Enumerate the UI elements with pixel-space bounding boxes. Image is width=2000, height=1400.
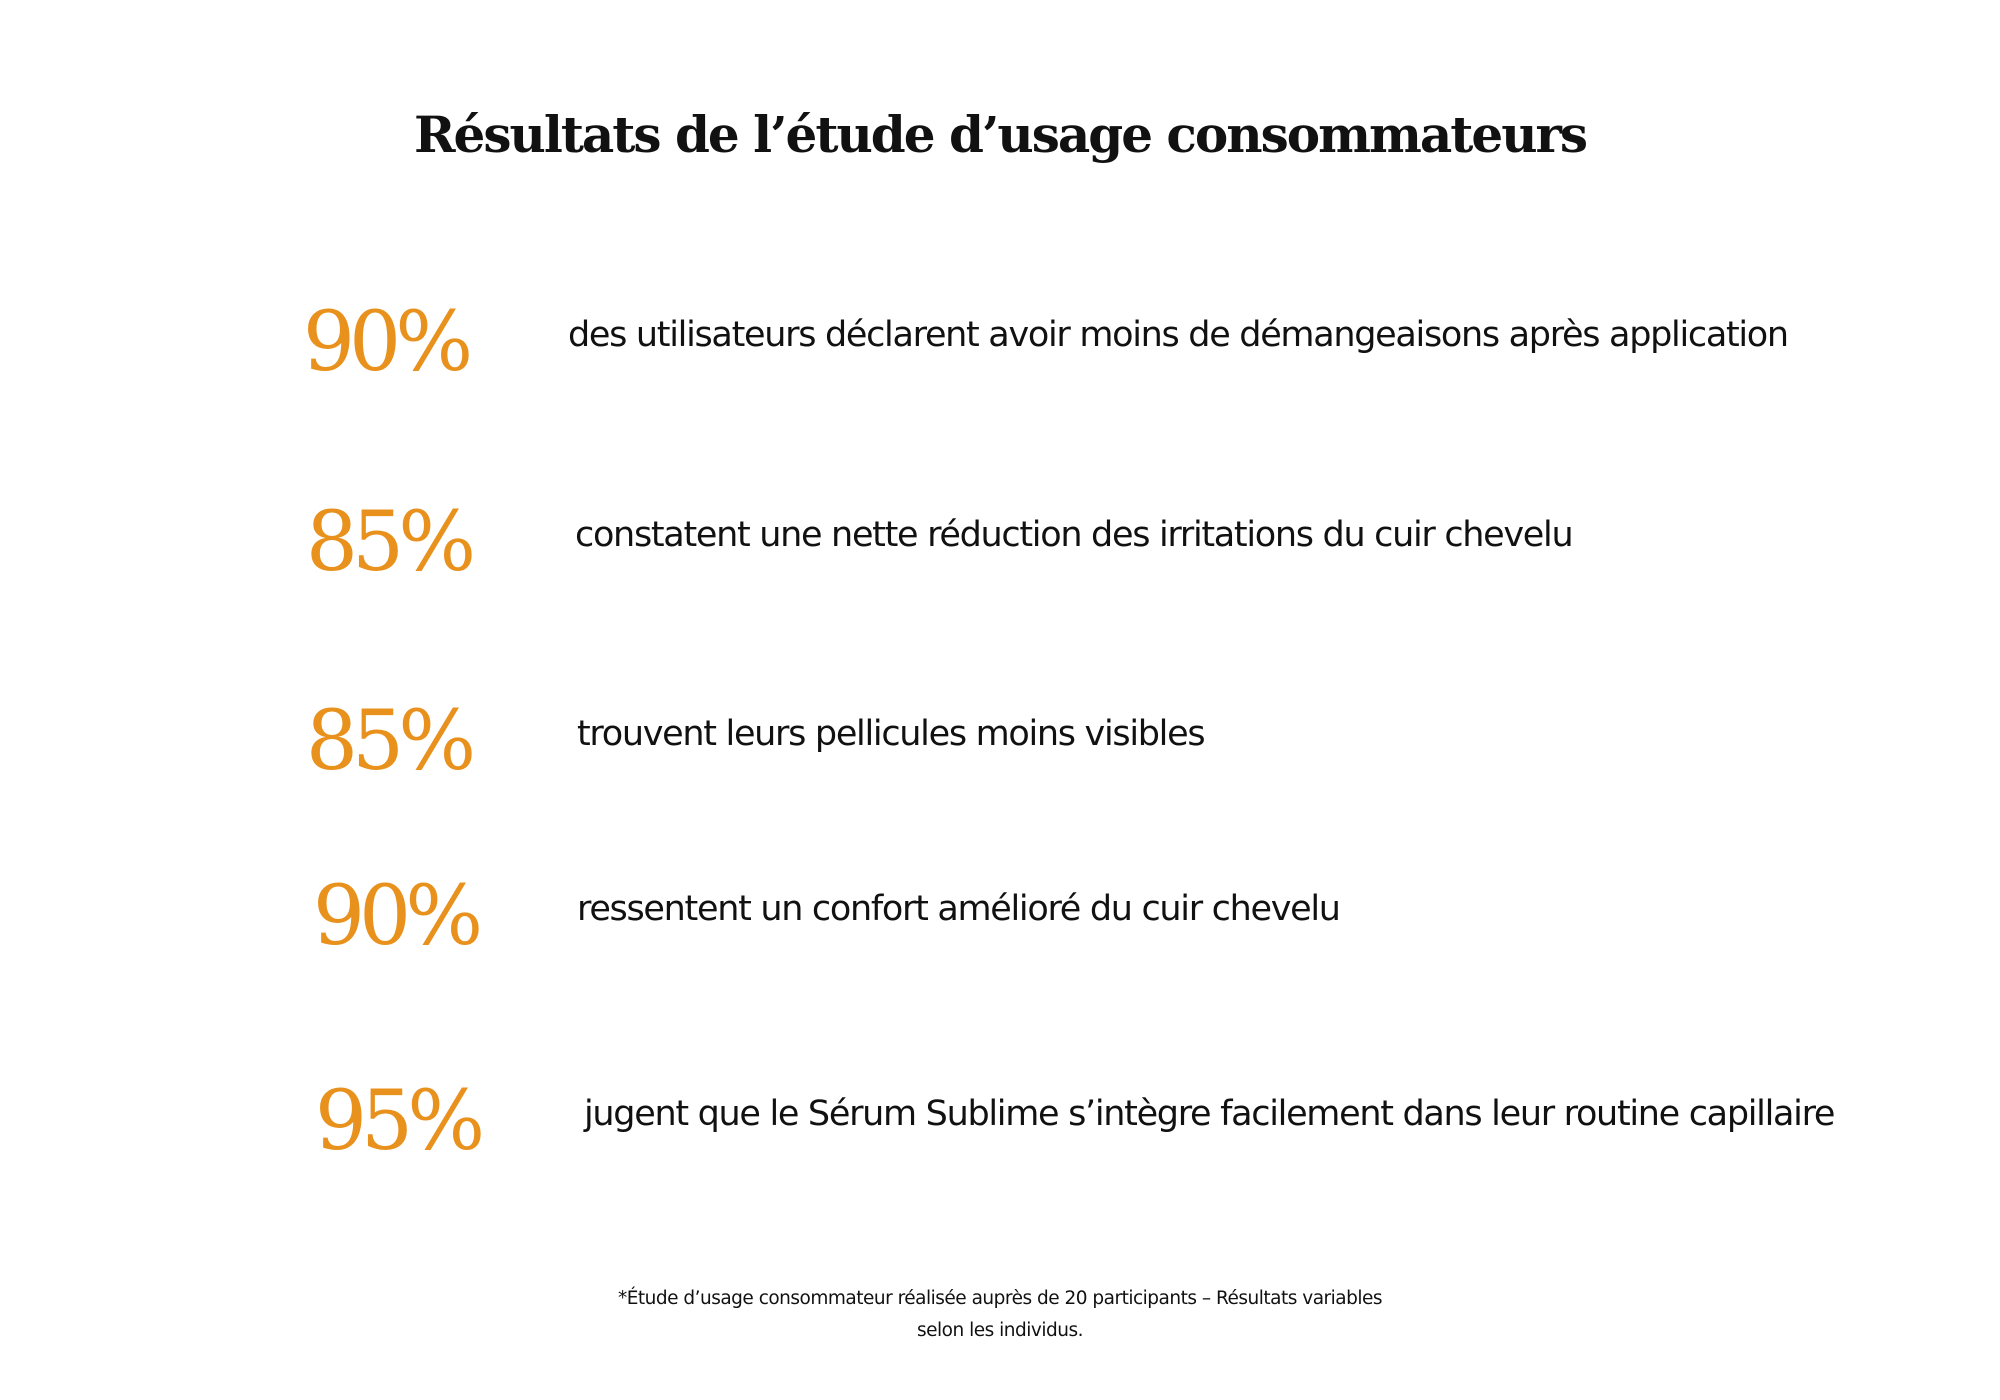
- footnote-line: *Étude d’usage consommateur réalisée auprès de 20 participants – Résultats variables: [617, 1288, 1383, 1309]
- stat-description: des utilisateurs déclarent avoir moins de démangeaisons après application: [568, 315, 1788, 355]
- footnote: [0, 1283, 2000, 1347]
- stat-percentage: 95%: [314, 1074, 480, 1169]
- stat-row: [0, 857, 2000, 977]
- stat-percentage: 85%: [305, 495, 471, 590]
- stat-description: trouvent leurs pellicules moins visibles: [577, 714, 1205, 754]
- stat-row: [0, 682, 2000, 802]
- stat-percentage: 90%: [302, 295, 468, 390]
- stat-row: [0, 483, 2000, 603]
- stat-description: constatent une nette réduction des irritations du cuir chevelu: [575, 515, 1573, 555]
- stat-percentage: 90%: [312, 869, 478, 964]
- stat-description: ressentent un confort amélioré du cuir chevelu: [577, 889, 1340, 929]
- footnote-line: selon les individus.: [917, 1320, 1083, 1341]
- stat-row: [0, 1062, 2000, 1182]
- stat-percentage: 85%: [305, 694, 471, 789]
- stat-row: [0, 283, 2000, 403]
- page-title: Résultats de l’étude d’usage consommateurs: [413, 105, 1587, 164]
- stat-description: jugent que le Sérum Sublime s’intègre facilement dans leur routine capillaire: [584, 1094, 1835, 1134]
